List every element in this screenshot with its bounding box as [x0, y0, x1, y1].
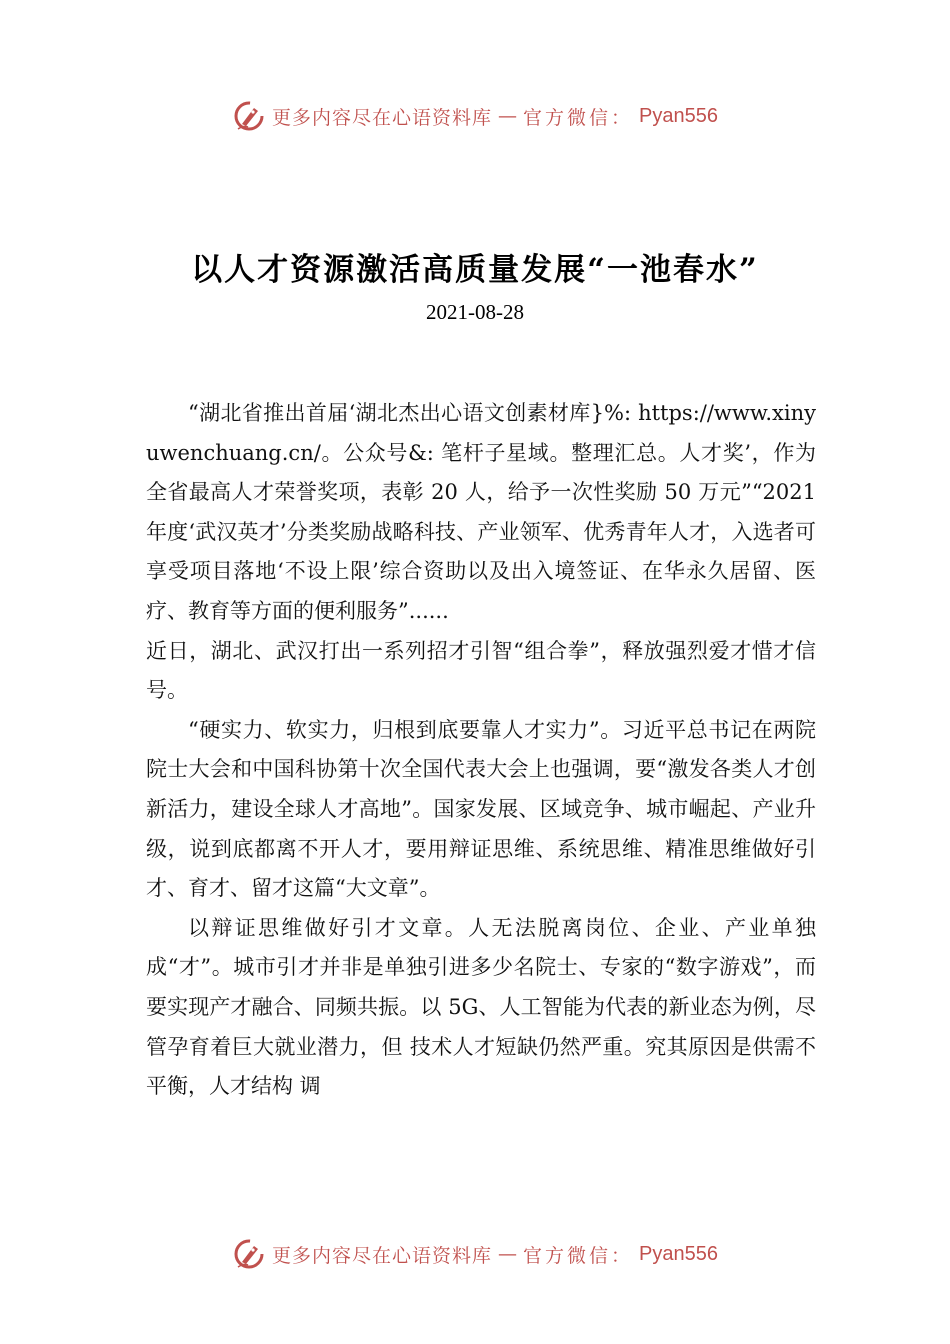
- paragraph: 近日，湖北、武汉打出一系列招才引智“组合拳”，释放强烈爱才惜才信号。: [146, 638, 816, 703]
- banner-site-name: 更多内容尽在心语资料库: [272, 106, 493, 129]
- banner-wechat-id: Pyan556: [639, 104, 718, 127]
- banner-wechat-id: Pyan556: [639, 1242, 718, 1265]
- footer-banner: [0, 1234, 950, 1274]
- paragraph: “硬实力、软实力，归根到底要靠人才实力”。习近平总书记在两院院士大会和中国科协第十次全国代表大会上也强调，要“激发各类人才创新活力，建设全球人才高地”。国家发展、区域竞争、城市崛起、产业升级，说到底都离不开人才，要用辩证思维、系统思维、精准思维做好引才、育才、留才这篇“大文章”。: [146, 717, 816, 901]
- pen-nib-circle-icon: [232, 99, 266, 133]
- article-date: 2021-08-28: [426, 300, 524, 324]
- banner-wechat-label: 官方微信：: [523, 106, 634, 129]
- banner-site-name: 更多内容尽在心语资料库: [272, 1244, 493, 1267]
- paragraph: “湖北省推出首届‘湖北杰出心语文创素材库}%: https://www.xinyuwenchuang.cn/。公众号&: 笔杆子星域。整理汇总。人才奖’，作为全省最高人才荣誉奖项，表彰 20 人，给予一次性奖励 50 万元”“2021年度‘武汉英才’分类奖励战略科技、产业领军、优秀青年人才，入选者可享受项目落地‘不设上限’综合资助以及出入境签证、在华永久居留、医疗、教育等方面的便利服务”......: [146, 401, 816, 623]
- banner-separator: —: [498, 105, 518, 127]
- banner-separator: —: [498, 1243, 518, 1265]
- pen-nib-circle-icon: [232, 1237, 266, 1271]
- article-body: [146, 394, 816, 1107]
- header-banner: [0, 96, 950, 136]
- paragraph: 以辩证思维做好引才文章。人无法脱离岗位、企业、产业单独成“才”。城市引才并非是单独引进多少名院士、专家的“数字游戏”，而要实现产才融合、同频共振。以 5G、人工智能为代表的新业态为例，尽管孕育着巨大就业潜力，但 技术人才短缺仍然严重。究其原因是供需不平衡，人才结构 调: [146, 915, 816, 1099]
- banner-wechat-label: 官方微信：: [523, 1244, 634, 1267]
- article-title: 以人才资源激活高质量发展“一池春水”: [191, 252, 759, 288]
